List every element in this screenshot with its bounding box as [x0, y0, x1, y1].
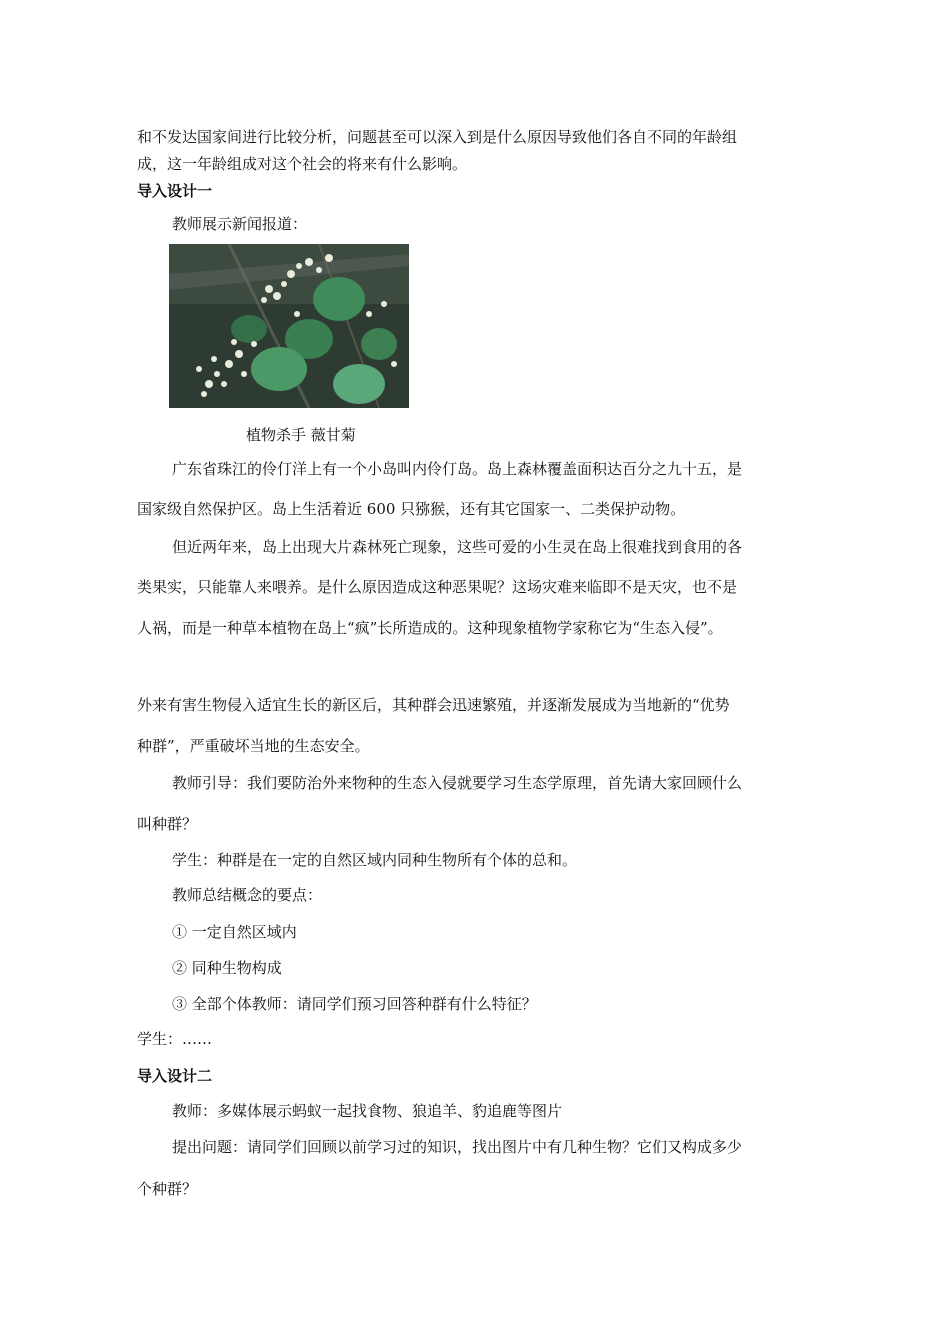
paragraph-line: 和不发达国家间进行比较分析，问题甚至可以深入到是什么原因导致他们各自不同的年龄组 [137, 128, 738, 146]
paragraph-line: 学生：…… [137, 1030, 213, 1048]
photo-caption: 植物杀手 薇甘菊 [246, 426, 356, 444]
list-item: ② 同种生物构成 [172, 959, 282, 977]
paragraph-line: 但近两年来，岛上出现大片森林死亡现象，这些可爱的小生灵在岛上很难找到食用的各 [172, 538, 743, 556]
paragraph-line: 成，这一年龄组成对这个社会的将来有什么影响。 [137, 155, 468, 173]
list-item: ③ 全部个体教师：请同学们预习回答种群有什么特征？ [172, 995, 537, 1013]
paragraph-line: 教师展示新闻报道： [172, 215, 308, 233]
paragraph-line: 叫种群？ [137, 815, 198, 833]
paragraph-line: 学生：种群是在一定的自然区域内同种生物所有个体的总和。 [172, 851, 578, 869]
list-item: ① 一定自然区域内 [172, 923, 297, 941]
paragraph-line: 教师总结概念的要点： [172, 886, 323, 904]
paragraph-line: 外来有害生物侵入适宜生长的新区后，其种群会迅速繁殖，并逐渐发展成为当地新的“优势 [137, 696, 730, 714]
section-heading-2: 导入设计二 [137, 1067, 213, 1085]
paragraph-line: 教师引导：我们要防治外来物种的生态入侵就要学习生态学原理，首先请大家回顾什么 [172, 774, 743, 792]
paragraph-line: 教师：多媒体展示蚂蚁一起找食物、狼追羊、豹追鹿等图片 [172, 1102, 563, 1120]
paragraph-line: 国家级自然保护区。岛上生活着近 600 只猕猴，还有其它国家一、二类保护动物。 [137, 500, 686, 518]
paragraph-line: 人祸，而是一种草本植物在岛上“疯”长所造成的。这种现象植物学家称它为“生态入侵”。 [137, 619, 723, 637]
paragraph-line: 个种群？ [137, 1180, 198, 1198]
paragraph-line: 广东省珠江的伶仃洋上有一个小岛叫内伶仃岛。岛上森林覆盖面积达百分之九十五，是 [172, 460, 743, 478]
paragraph-line: 提出问题：请同学们回顾以前学习过的知识，找出图片中有几种生物？它们又构成多少 [172, 1138, 743, 1156]
plant-photo [169, 244, 409, 408]
paragraph-line: 种群”，严重破坏当地的生态安全。 [137, 737, 370, 755]
paragraph-line: 类果实，只能靠人来喂养。是什么原因造成这种恶果呢？这场灾难来临即不是天灾，也不是 [137, 578, 738, 596]
section-heading-1: 导入设计一 [137, 182, 213, 200]
